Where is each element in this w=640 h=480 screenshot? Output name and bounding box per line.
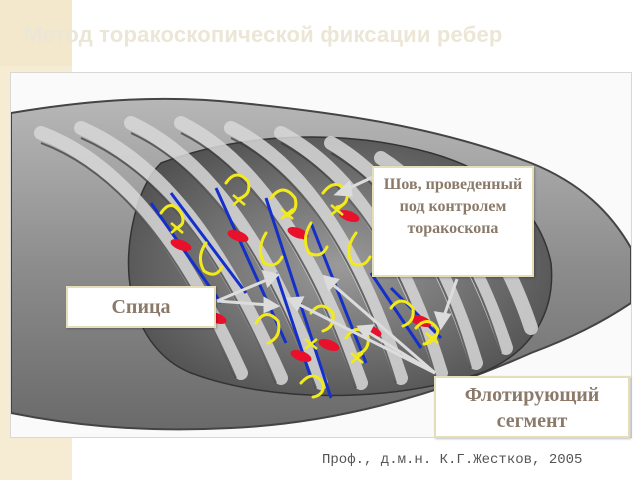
needle-label: Спица bbox=[66, 286, 216, 328]
floating-segment-label: Флотирующий сегмент bbox=[434, 376, 630, 438]
author-credit: Проф., д.м.н. К.Г.Жестков, 2005 bbox=[322, 452, 583, 468]
suture-label: Шов, проведенный под контролем торакоскопа bbox=[372, 166, 534, 277]
slide-title: Метод торакоскопической фиксации ребер bbox=[24, 22, 503, 47]
